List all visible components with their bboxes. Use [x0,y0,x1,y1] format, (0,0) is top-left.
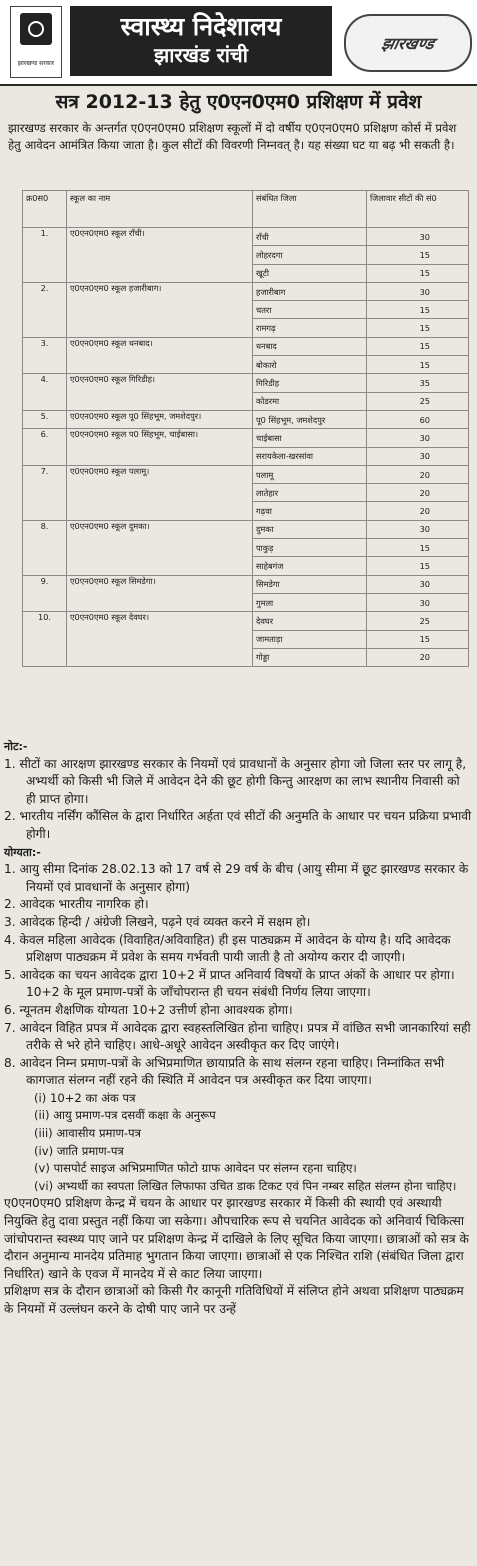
district-cell: पू0 सिंहभूम, जमशेदपुर [253,410,367,428]
document-item: (vi) अभ्यर्थी का स्वपता लिखित लिफाफा उचित डाक टिकट एवं पिन नम्बर सहित संलग्न होना चाहिए। [34,1178,457,1193]
district-cell: पाकुड़ [253,539,367,557]
notes-heading: नोट:- [4,740,28,753]
eligibility-item: 7. आवेदन विहित प्रपत्र में आवेदक द्वारा स्वहस्तलिखित होना चाहिए। प्रपत्र में वांछित सभी जानकारियां सही तरीके से भरे होने चाहिए। आधे-अधूरे आवेदन अस्वीकृत कर दिए जाएंगे। [4,1020,471,1053]
school-cell: ए0एन0एम0 स्कूल राँची। [67,228,253,283]
district-cell: गोड्डा [253,648,367,666]
school-cell: ए0एन0एम0 स्कूल हजारीबाग। [67,282,253,337]
masthead [0,0,477,86]
table-row [23,612,469,630]
header-school: स्कूल का नाम [67,191,253,228]
seats-cell: 15 [367,356,469,374]
district-cell: दुमका [253,520,367,538]
seats-cell: 15 [367,319,469,337]
table-row [23,575,469,593]
district-cell: पलामू [253,465,367,483]
seats-cell: 15 [367,630,469,648]
jharkhand-emblem-icon [10,6,62,78]
seats-cell: 30 [367,447,469,465]
eligibility-item: 1. आयु सीमा दिनांक 28.02.13 को 17 वर्ष से 29 वर्ष के बीच (आयु सीमा में छूट झारखण्ड सरकार के नियमों एवं प्रावधानों के अनुसार होगा) [4,862,469,894]
serial-cell: 7. [23,465,67,520]
eligibility-heading: योग्यता:- [4,845,41,859]
district-cell: राँची [253,228,367,246]
serial-cell: 10. [23,612,67,667]
emblem-mark [20,13,52,45]
notes-section [4,738,472,1319]
title-line-2: झारखंड रांची [154,43,248,67]
school-cell: ए0एन0एम0 स्कूल देवघर। [67,612,253,667]
district-cell: बोकारो [253,356,367,374]
intro-paragraph: झारखण्ड सरकार के अन्तर्गत ए0एन0एम0 प्रशिक्षण स्कूलों में दो वर्षीय ए0एन0एम0 प्रशिक्षण कोर्स में प्रवेश हेतु आवेदन आमंत्रित किया जाता है। कुल सीटों की विवरणी निम्नवत् है। यह संख्या घट या बढ़ भी सकती है। [8,121,457,152]
district-cell: खूटी [253,264,367,282]
header-district: संबंधित जिला [253,191,367,228]
seats-cell: 15 [367,264,469,282]
district-cell: गिरिडीह [253,374,367,392]
table-row [23,429,469,447]
district-cell: धनबाद [253,337,367,355]
header-serial: क्र0स0 [23,191,67,228]
eligibility-item: 4. केवल महिला आवेदक (विवाहित/अविवाहित) ही इस पाठ्यक्रम में आवेदन के योग्य है। यदि आवेदक प्रशिक्षण पाठ्यक्रम में प्रवेश के समय गर्भवती पायी जाती है तो अयोग्य करार दी जाएगी। [4,932,451,965]
eligibility-item: 6. न्यूनतम शैक्षणिक योग्यता 10+2 उत्तीर्ण होना आवश्यक होगा। [4,1002,293,1017]
seats-cell: 30 [367,575,469,593]
school-cell: ए0एन0एम0 स्कूल पलामू। [67,465,253,520]
serial-cell: 4. [23,374,67,411]
serial-cell: 1. [23,228,67,283]
seats-cell: 30 [367,429,469,447]
seat-table [22,190,469,667]
logo-text: झारखण्ड [379,34,436,53]
footer-last-line: प्रशिक्षण सत्र के दौरान छात्राओं को किसी गैर कानूनी गतिविधियों में संलिप्त होने अथवा प्रशिक्षण पाठ्यक्रम के नियमों में उल्लंघन करने के दोषी पाए जाने पर उन्हें [4,1284,464,1316]
table-row [23,374,469,392]
school-cell: ए0एन0एम0 स्कूल गिरिडीह। [67,374,253,411]
serial-cell: 9. [23,575,67,612]
district-cell: गुमला [253,593,367,611]
note-item: 2. भारतीय नर्सिंग कौंसिल के द्वारा निर्धारित अर्हता एवं सीटों की अनुमति के आधार पर चयन प्रक्रिया प्रभावी होगी। [4,809,472,841]
seats-cell: 30 [367,282,469,300]
seats-cell: 25 [367,612,469,630]
serial-cell: 8. [23,520,67,575]
eligibility-item: 2. आवेदक भारतीय नागरिक हो। [4,897,149,912]
district-cell: लोहरदगा [253,246,367,264]
jharkhand-logo [344,14,472,72]
table-header-row [23,191,469,228]
table-row [23,520,469,538]
school-cell: ए0एन0एम0 स्कूल सिमडेगा। [67,575,253,612]
seats-cell: 15 [367,246,469,264]
district-cell: रामगढ़ [253,319,367,337]
note-item: 1. सीटों का आरक्षण झारखण्ड सरकार के नियमों एवं प्रावधानों के अनुसार होगा जो जिला स्तर पर लागू है, अभ्यर्थी को किसी भी जिले में आवेदन देने की छूट होगी किन्तु आरक्षण का लाभ स्थानीय निवासी को ही प्राप्त होगा। [4,756,467,806]
school-cell: ए0एन0एम0 स्कूल धनबाद। [67,337,253,374]
title-line-1: स्वास्थ्य निदेशालय [120,12,282,41]
serial-cell: 2. [23,282,67,337]
table-row [23,337,469,355]
school-cell: ए0एन0एम0 स्कूल पू0 सिंहभूम, जमशेदपुर। [67,410,253,428]
district-cell: गढ़वा [253,502,367,520]
seats-cell: 60 [367,410,469,428]
district-cell: कोडरमा [253,392,367,410]
eligibility-item: 3. आवेदक हिन्दी / अंग्रेजी लिखने, पढ़ने एवं व्यक्त करने में सक्षम हो। [4,914,311,929]
district-cell: साहेबगंज [253,557,367,575]
table-row [23,282,469,300]
eligibility-item: 8. आवेदन निम्न प्रमाण-पत्रों के अभिप्रमाणित छायाप्रति के साथ संलग्न रहना चाहिए। निम्नांकित सभी कागजात संलग्न नहीं रहने की स्थिति में आवेदन पत्र अस्वीकृत कर दिया जाएगा। [4,1055,445,1088]
district-cell: देवघर [253,612,367,630]
seats-cell: 30 [367,228,469,246]
table-row [23,465,469,483]
document-item: (ii) आयु प्रमाण-पत्र दसवीं कक्षा के अनुरूप [34,1108,216,1123]
seats-cell: 15 [367,301,469,319]
seats-cell: 20 [367,465,469,483]
document-item: (i) 10+2 का अंक पत्र [34,1090,136,1105]
table-row [23,410,469,428]
school-cell: ए0एन0एम0 स्कूल प0 सिंहभूम, चाईबासा। [67,429,253,466]
department-title [70,6,332,76]
seats-cell: 35 [367,374,469,392]
seats-cell: 25 [367,392,469,410]
table-row [23,228,469,246]
document-item: (iii) आवासीय प्रमाण-पत्र [34,1126,142,1141]
school-cell: ए0एन0एम0 स्कूल दुमका। [67,520,253,575]
document-item: (v) पासपोर्ट साइज अभिप्रमाणित फोटो ग्राफ आवेदन पर संलग्न रहना चाहिए। [34,1161,357,1176]
district-cell: चतरा [253,301,367,319]
seats-cell: 30 [367,593,469,611]
district-cell: चाईबासा [253,429,367,447]
district-cell: हजारीबाग [253,282,367,300]
eligibility-item: 5. आवेदक का चयन आवेदक द्वारा 10+2 में प्राप्त अनिवार्य विषयों के प्राप्त अंकों के आधार पर होगा। 10+2 के मूल प्रमाण-पत्रों के जाँचोपरान्त ही चयन संबंधी निर्णय लिया जाएगा। [4,967,455,1000]
header-seats: जिलावार सीटों की सं0 [367,191,469,228]
district-cell: सिमडेगा [253,575,367,593]
footer-paragraph: ए0एन0एम0 प्रशिक्षण केन्द्र में चयन के आधार पर झारखण्ड सरकार में किसी की स्थायी एवं अस्थायी नियुक्ति हेतु दावा प्रस्तुत नहीं किया जा सकेगा। औपचारिक रूप से चयनित आवेदक को अनिवार्य चिकित्सा जांचोपरान्त स्वस्थ्य पाए जाने पर प्रशिक्षण केन्द्र में दाखिले के लिए सूचित किया जाएगा। छात्राओं को सत्र के दौरान अनुमान्य मानदेय प्रतिमाह भुगतान किया जाएगा। छात्राओं से एक निश्चित राशि (संबंधित जिला द्वारा निर्धारित) खाने के एवज में मानदेय में से काट लिया जाएगा। [4,1196,469,1281]
seats-cell: 20 [367,502,469,520]
district-cell: जामताड़ा [253,630,367,648]
document-item: (iv) जाति प्रमाण-पत्र [34,1143,124,1158]
emblem-caption: झारखण्ड सरकार [17,60,55,67]
district-cell: लातेहार [253,484,367,502]
table-body [23,228,469,667]
seats-cell: 20 [367,648,469,666]
seats-cell: 15 [367,539,469,557]
seats-cell: 15 [367,557,469,575]
serial-cell: 5. [23,410,67,428]
seats-cell: 20 [367,484,469,502]
notice-headline: सत्र 2012-13 हेतु ए0एन0एम0 प्रशिक्षण में प्रवेश [55,91,422,113]
seats-cell: 15 [367,337,469,355]
serial-cell: 6. [23,429,67,466]
district-cell: सरायकेला-खरसांवा [253,447,367,465]
seats-cell: 30 [367,520,469,538]
serial-cell: 3. [23,337,67,374]
